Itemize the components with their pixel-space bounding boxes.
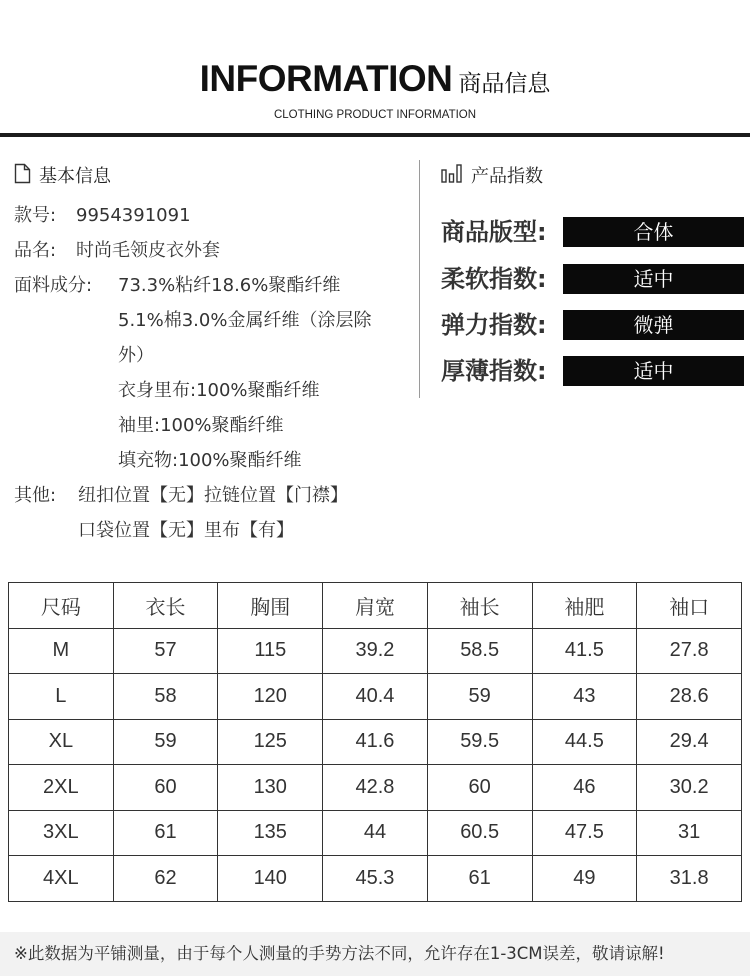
bar-chart-icon [441, 163, 463, 187]
table-cell: 60 [427, 765, 532, 811]
column-header: 袖肥 [532, 583, 637, 629]
index-row-fit [441, 216, 744, 248]
table-cell: 58 [113, 674, 218, 720]
table-cell: 62 [113, 856, 218, 902]
index-label: 柔软指数: [441, 265, 547, 293]
other-label: 其他: [14, 485, 57, 506]
fabric-line: 填充物:100%聚酯纤维 [118, 450, 302, 471]
table-row [9, 856, 742, 902]
index-label: 弹力指数: [441, 311, 547, 339]
page-title [0, 58, 750, 100]
size-table [8, 582, 742, 902]
table-cell: 49 [532, 856, 637, 902]
table-row [9, 765, 742, 811]
column-header: 袖口 [637, 583, 742, 629]
table-cell: 58.5 [427, 628, 532, 674]
column-header: 肩宽 [323, 583, 428, 629]
index-row-softness [441, 263, 744, 295]
section-divider [419, 160, 420, 398]
table-cell: 41.6 [323, 719, 428, 765]
table-cell: 27.8 [637, 628, 742, 674]
table-cell: 46 [532, 765, 637, 811]
table-row [9, 674, 742, 720]
table-cell: 115 [218, 628, 323, 674]
table-cell: 61 [113, 810, 218, 856]
column-header: 袖长 [427, 583, 532, 629]
index-value: 适中 [563, 356, 744, 386]
table-cell: 2XL [9, 765, 114, 811]
table-cell: 59.5 [427, 719, 532, 765]
style-number-value: 9954391091 [76, 205, 191, 226]
table-cell: 140 [218, 856, 323, 902]
index-value: 适中 [563, 264, 744, 294]
page-subtitle: CLOTHING PRODUCT INFORMATION [273, 109, 477, 121]
table-cell: XL [9, 719, 114, 765]
fabric-line: 73.3%粘纤18.6%聚酯纤维 [118, 275, 341, 296]
style-number-label: 款号: [14, 205, 57, 226]
product-index-heading [441, 160, 543, 190]
table-cell: 60 [113, 765, 218, 811]
table-cell: 59 [427, 674, 532, 720]
measurement-note-text: ※此数据为平铺测量，由于每个人测量的手势方法不同，允许存在1-3CM误差，敬请谅解! [14, 944, 665, 963]
index-value: 微弹 [563, 310, 744, 340]
table-cell: 29.4 [637, 719, 742, 765]
basic-info-title: 基本信息 [39, 166, 111, 187]
table-cell: 41.5 [532, 628, 637, 674]
table-cell: 43 [532, 674, 637, 720]
table-cell: 60.5 [427, 810, 532, 856]
table-cell: 61 [427, 856, 532, 902]
index-label: 商品版型: [441, 218, 547, 246]
index-label: 厚薄指数: [441, 357, 547, 385]
table-row [9, 719, 742, 765]
product-index-title: 产品指数 [471, 166, 543, 187]
title-english: INFORMATION [199, 58, 453, 99]
product-name-label: 品名: [14, 240, 57, 261]
table-cell: 31 [637, 810, 742, 856]
table-cell: M [9, 628, 114, 674]
index-row-thickness [441, 355, 744, 387]
product-name-value: 时尚毛领皮衣外套 [76, 240, 220, 261]
table-cell: 44.5 [532, 719, 637, 765]
header-divider [0, 133, 750, 137]
page-header [0, 0, 750, 140]
document-icon [14, 163, 31, 188]
table-cell: 31.8 [637, 856, 742, 902]
table-cell: 39.2 [323, 628, 428, 674]
table-cell: 40.4 [323, 674, 428, 720]
column-header: 尺码 [9, 583, 114, 629]
table-cell: 59 [113, 719, 218, 765]
table-cell: 3XL [9, 810, 114, 856]
table-cell: 44 [323, 810, 428, 856]
table-cell: 28.6 [637, 674, 742, 720]
fabric-line: 5.1%棉3.0%金属纤维（涂层除 [118, 310, 372, 331]
table-cell: L [9, 674, 114, 720]
fabric-line: 袖里:100%聚酯纤维 [118, 415, 284, 436]
index-value: 合体 [563, 217, 744, 247]
fabric-line: 外） [118, 345, 154, 366]
table-row [9, 810, 742, 856]
title-chinese: 商品信息 [458, 71, 551, 97]
index-row-elasticity [441, 309, 744, 341]
table-cell: 57 [113, 628, 218, 674]
column-header: 衣长 [113, 583, 218, 629]
table-row [9, 628, 742, 674]
other-line: 纽扣位置【无】拉链位置【门襟】 [78, 485, 348, 506]
table-cell: 125 [218, 719, 323, 765]
measurement-note [0, 932, 750, 976]
table-cell: 30.2 [637, 765, 742, 811]
table-cell: 45.3 [323, 856, 428, 902]
table-cell: 120 [218, 674, 323, 720]
table-cell: 4XL [9, 856, 114, 902]
table-cell: 42.8 [323, 765, 428, 811]
column-header: 胸围 [218, 583, 323, 629]
table-cell: 135 [218, 810, 323, 856]
table-cell: 47.5 [532, 810, 637, 856]
table-header-row [9, 583, 742, 629]
fabric-line: 衣身里布:100%聚酯纤维 [118, 380, 320, 401]
basic-info-heading [14, 160, 111, 190]
table-cell: 130 [218, 765, 323, 811]
other-line: 口袋位置【无】里布【有】 [78, 520, 294, 541]
fabric-label: 面料成分: [14, 275, 93, 296]
